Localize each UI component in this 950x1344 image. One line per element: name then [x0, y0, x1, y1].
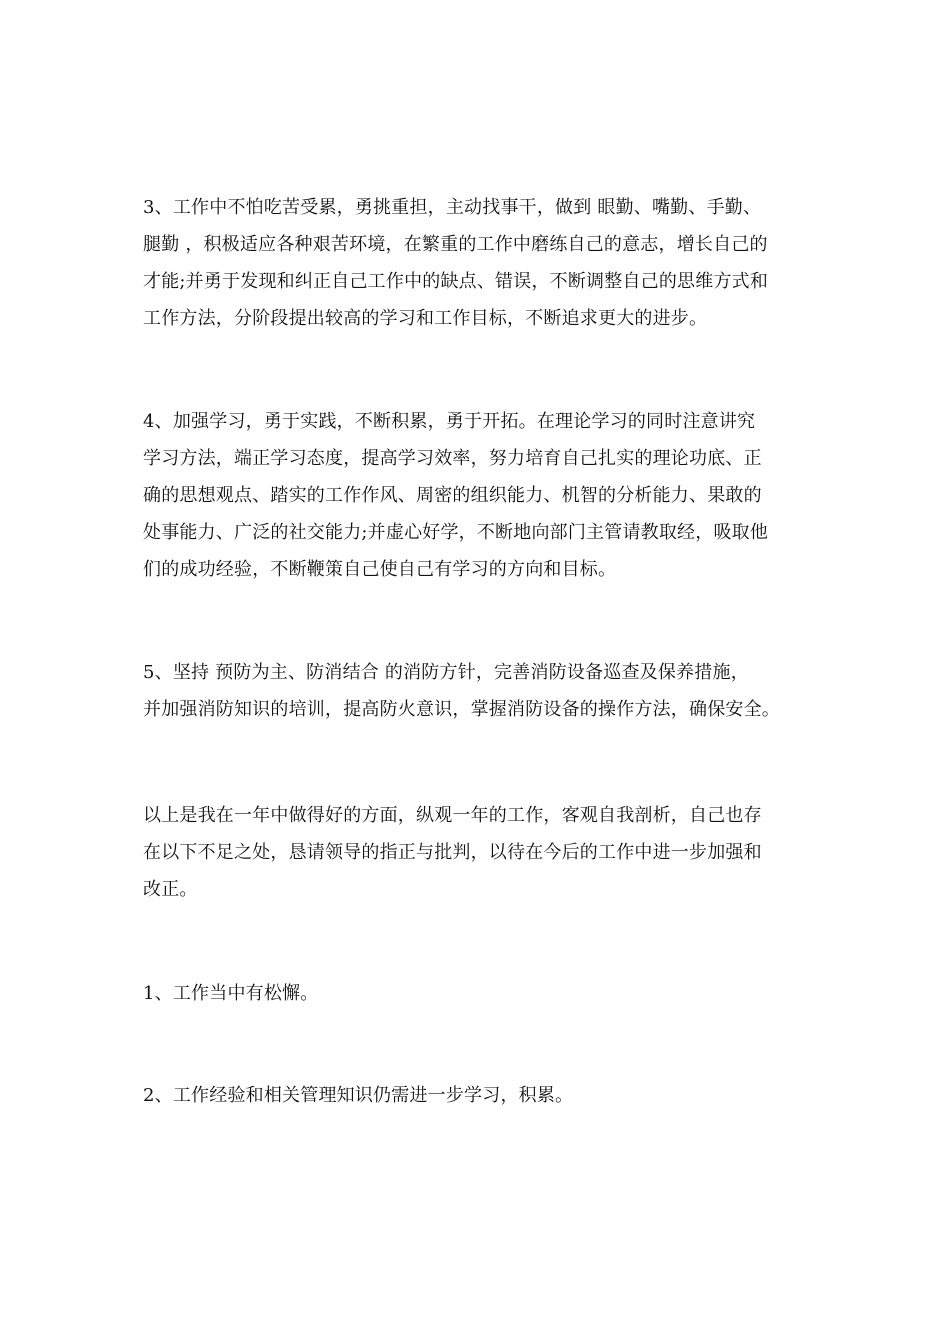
paragraph-line: 们的成功经验，不断鞭策自己使自己有学习的方向和目标。 [143, 559, 617, 580]
paragraph-line: 2、工作经验和相关管理知识仍需进一步学习，积累。 [143, 1085, 574, 1106]
paragraph-line: 学习方法，端正学习态度，提高学习效率，努力培育自己扎实的理论功底、正 [143, 448, 762, 469]
paragraph-line: 并加强消防知识的培训，提高防火意识，掌握消防设备的操作方法，确保安全。 [143, 699, 780, 720]
paragraph-line: 确的思想观点、踏实的工作作风、周密的组织能力、机智的分析能力、果敢的 [143, 485, 762, 506]
paragraph-line: 4、加强学习，勇于实践，不断积累，勇于开拓。在理论学习的同时注意讲究 [143, 411, 756, 432]
paragraph-line: 工作方法，分阶段提出较高的学习和工作目标，不断追求更大的进步。 [143, 308, 708, 329]
paragraph-line: 5、坚持 预防为主、防消结合 的消防方针，完善消防设备巡查及保养措施， [143, 662, 749, 683]
paragraph-summary [143, 797, 811, 908]
paragraph-item-4 [143, 403, 811, 588]
paragraph-item-5 [143, 654, 811, 728]
paragraph-line: 腿勤 ，积极适应各种艰苦环境，在繁重的工作中磨练自己的意志，增长自己的 [143, 234, 768, 255]
paragraph-line: 在以下不足之处，恳请领导的指正与批判，以待在今后的工作中进一步加强和 [143, 842, 762, 863]
paragraph-line: 处事能力、广泛的社交能力;并虚心好学，不断地向部门主管请教取经，吸取他 [143, 522, 769, 543]
paragraph-line: 改正。 [143, 879, 198, 900]
paragraph-line: 1、工作当中有松懈。 [143, 983, 319, 1004]
paragraph-line: 3、工作中不怕吃苦受累，勇挑重担，主动找事干，做到 眼勤、嘴勤、手勤、 [143, 197, 762, 218]
paragraph-line: 才能;并勇于发现和纠正自己工作中的缺点、错误，不断调整自己的思维方式和 [143, 271, 769, 292]
paragraph-shortcoming-2 [143, 1077, 811, 1114]
paragraph-item-3 [143, 189, 811, 337]
paragraph-shortcoming-1 [143, 975, 811, 1012]
paragraph-line: 以上是我在一年中做得好的方面，纵观一年的工作，客观自我剖析，自己也存 [143, 805, 762, 826]
